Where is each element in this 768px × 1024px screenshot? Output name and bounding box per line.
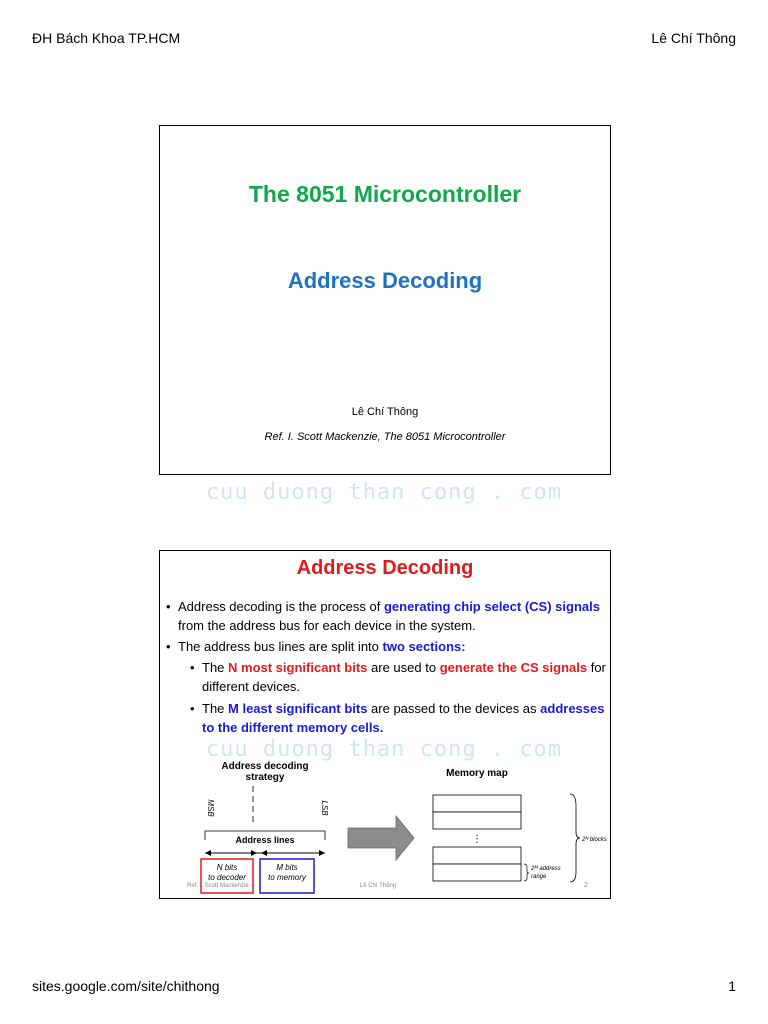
slide1-title: The 8051 Microcontroller: [248, 181, 522, 207]
strategy-title: Address decoding: [221, 761, 309, 772]
range-label: 2ᴹ address: [531, 866, 561, 872]
range-brace: [524, 864, 529, 881]
watermark-middle: cuu duong than cong . com: [205, 737, 563, 762]
slide1-reference: Ref. I. Scott Mackenzie, The 8051 Microcontroller: [264, 431, 506, 443]
memory-map-title: Memory map: [446, 768, 508, 779]
n-bits-label: N bits: [216, 863, 238, 872]
memory-block: [433, 812, 521, 829]
slide1-subtitle: Address Decoding: [287, 268, 483, 293]
slide-footer-ref: Ref. I. Scott Mackenzie: [187, 883, 249, 889]
range-label-line2: range: [531, 874, 547, 880]
to-memory-label: to memory: [268, 873, 306, 882]
bullet-list: [164, 597, 606, 740]
slide1-author: Lê Chí Thông: [351, 406, 419, 418]
slide-footer-author: Lê Chí Thông: [359, 883, 397, 889]
ellipsis-dots: ⋮: [472, 834, 482, 845]
arrow-head-mid-right: [261, 850, 267, 856]
arrow-head-right: [319, 850, 325, 856]
arrow-head-left: [205, 850, 211, 856]
to-decoder-label: to decoder: [208, 873, 246, 882]
address-decoding-diagram: [160, 756, 610, 898]
big-arrow: [348, 816, 414, 860]
lsb-label: LSB: [320, 800, 329, 816]
bullet-item: • The address bus lines are split into two sections:: [166, 639, 466, 654]
memory-block: [433, 864, 521, 881]
arrow-head-mid-left: [251, 850, 257, 856]
slide2-title: Address Decoding: [296, 557, 474, 579]
header-author: Lê Chí Thông: [651, 30, 736, 46]
watermark-top: cuu duong than cong . com: [205, 480, 563, 505]
blocks-label: 2ᴺ blocks: [582, 837, 607, 843]
blocks-brace: [570, 794, 580, 882]
header-school: ĐH Bách Khoa TP.HCM: [32, 30, 181, 46]
strategy-title-line2: strategy: [245, 772, 285, 783]
sub-bullet-item: • The N most significant bits are used to generate the CS signals for different devices.: [190, 660, 606, 694]
bullet-item: • Address decoding is the process of generating chip select (CS) signals from the address bus for each device in the system.: [166, 599, 600, 633]
memory-block: [433, 795, 521, 812]
memory-block: [433, 847, 521, 864]
slide-title-page: [159, 125, 611, 475]
footer-page-number: 1: [728, 978, 736, 994]
sub-bullet-item: • The M least significant bits are passed to the devices as addresses to the different memory cells.: [190, 701, 605, 735]
slide-address-decoding: [159, 550, 611, 899]
m-bits-label: M bits: [276, 863, 298, 872]
msb-label: MSB: [206, 799, 215, 817]
address-lines-label: Address lines: [235, 835, 295, 845]
slide-page-number: 2: [584, 882, 588, 889]
footer-url: sites.google.com/site/chithong: [32, 978, 220, 994]
